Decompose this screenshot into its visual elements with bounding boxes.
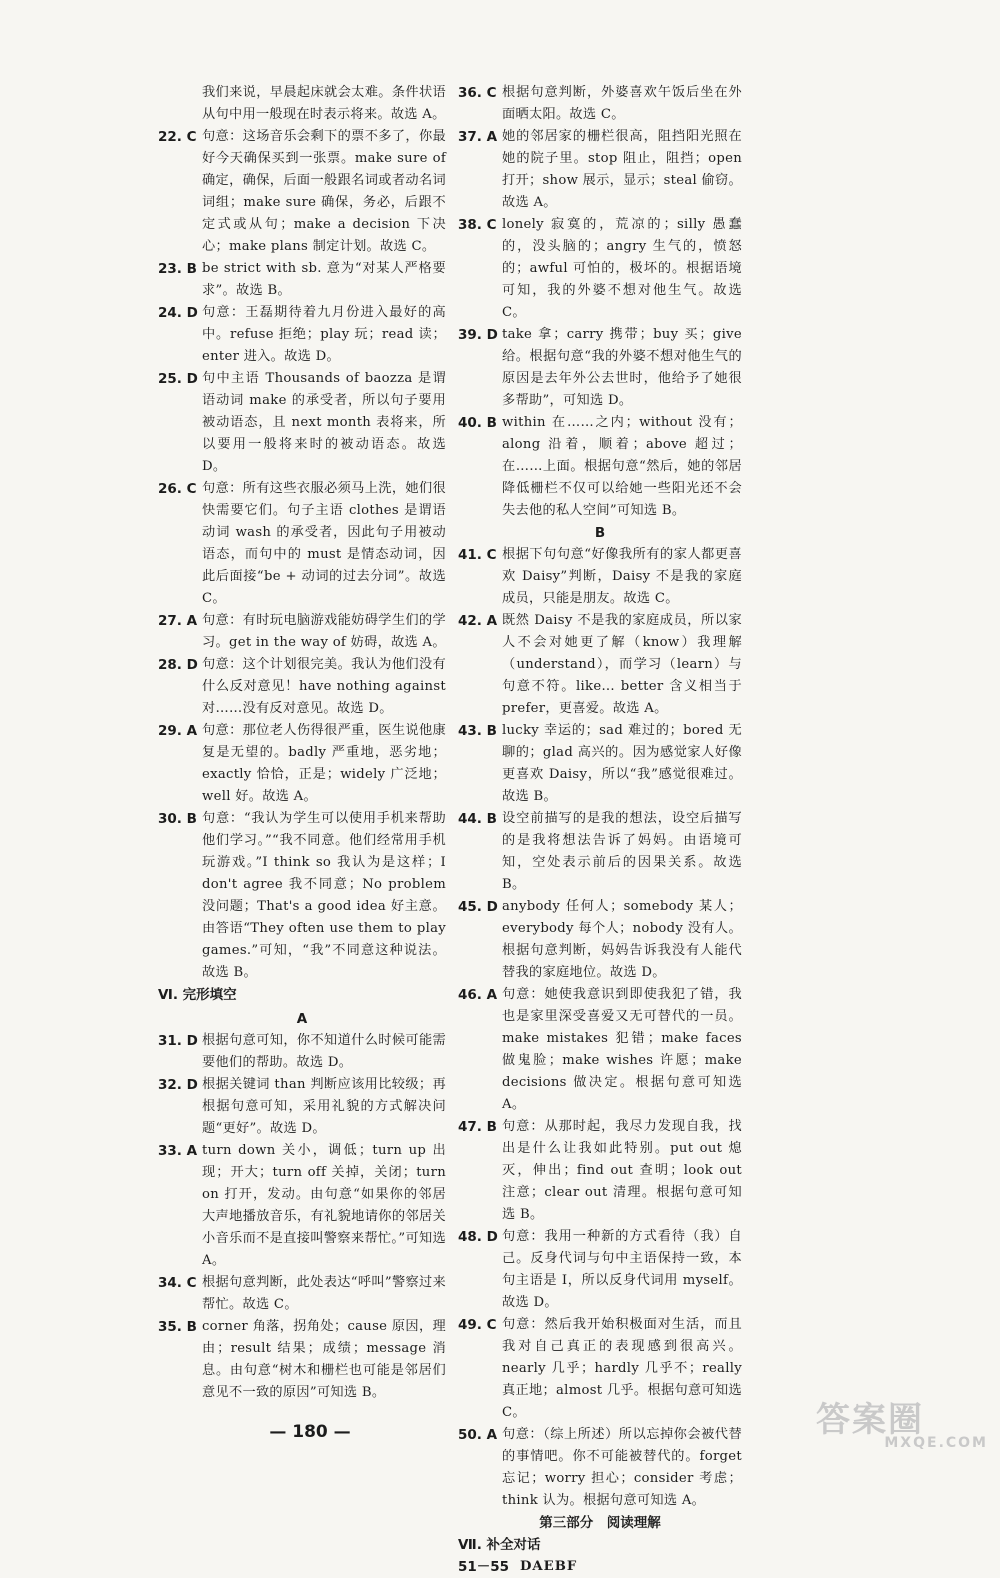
answer-explanation: 根据句意判断，此处表达“呼叫”警察过来帮忙。故选 C。 <box>202 1275 446 1312</box>
left-column <box>158 82 446 1404</box>
watermark-url: MXQE.COM <box>884 1435 988 1451</box>
question-number: 37. A <box>458 129 498 145</box>
answer-explanation: 句意：我用一种新的方式看待（我）自己。反身代词与句中主语保持一致，本句主语是 I，所以反身代词用 myself。故选 D。 <box>502 1229 742 1310</box>
answer-explanation: lonely 寂寞的，荒凉的；silly 愚蠢的，没头脑的；angry 生气的，愤怒的；awful 可怕的，极坏的。根据语境可知，我的外婆不想对他生气。故选 C。 <box>502 217 742 320</box>
question-number: 25. D <box>158 371 198 387</box>
question-number: 33. A <box>158 1143 198 1159</box>
answer-item <box>158 302 446 368</box>
answer-item <box>158 478 446 610</box>
answer-item <box>458 1314 742 1424</box>
answer-item <box>458 214 742 324</box>
answer-item <box>158 1316 446 1404</box>
answer-item <box>158 368 446 478</box>
answer-explanation: 根据句意可知，你不知道什么时候可能需要他们的帮助。故选 D。 <box>202 1033 446 1070</box>
answer-item <box>458 324 742 412</box>
question-number: 47. B <box>458 1119 497 1135</box>
question-number: 27. A <box>158 613 198 629</box>
answer-item <box>158 610 446 654</box>
answer-item <box>458 1424 742 1512</box>
question-number: 42. A <box>458 613 498 629</box>
question-number: 38. C <box>458 217 497 233</box>
answer-explanation: 既然 Daisy 不是我的家庭成员，所以家人不会对她更了解（know）我理解（understand），而学习（learn）与句意不符。like... better 含义相当于 prefer，更喜爱。故选 A。 <box>502 613 742 716</box>
answer-explanation: 句意：从那时起，我尽力发现自我，找出是什么让我如此特别。put out 熄灭，伸出；find out 查明；look out 注意；clear out 清理。根据句意可知选 B。 <box>502 1119 742 1222</box>
question-number: 34. C <box>158 1275 197 1291</box>
answer-explanation: 句意：这场音乐会剩下的票不多了，你最好今天确保买到一张票。make sure of 确定，确保，后面一般跟名词或者动名词词组；make sure 确保，务必，后跟不定式或从句；make a decision 下决心；make plans 制定计划。故选 C。 <box>202 129 446 254</box>
continued-answer: 我们来说，早晨起床就会太难。条件状语从句中用一般现在时表示将来。故选 A。 <box>202 85 446 122</box>
answer-explanation: 设空前描写的是我的想法，设空后描写的是我将想法告诉了妈妈。由语境可知，空处表示前后的因果关系。故选 B。 <box>502 811 742 892</box>
answer-explanation: take 拿；carry 携带；buy 买；give 给。根据句意“我的外婆不想对他生气的原因是去年外公去世时，他给予了她很多帮助”，可知选 D。 <box>502 327 742 408</box>
answer-explanation: turn down 关小，调低；turn up 出现；开大；turn off 关掉，关闭；turn on 打开，发动。由句意“如果你的邻居大声地播放音乐，有礼貌地请你的邻居关小音乐而不是直接叫警察来帮忙。”可知选 A。 <box>202 1143 446 1268</box>
answer-item <box>158 258 446 302</box>
answer-item <box>158 1140 446 1272</box>
question-number: 45. D <box>458 899 498 915</box>
question-number: 50. A <box>458 1427 498 1443</box>
answer-item <box>458 412 742 522</box>
question-number: 32. D <box>158 1077 198 1093</box>
answer-explanation: 句意：“我认为学生可以使用手机来帮助他们学习。”“我不同意。他们经常用手机玩游戏。”I think so 我认为是这样；I don't agree 我不同意；No problem 没问题；That's a good idea 好主意。由答语“They often use them to play games.”可知，“我”不同意这种说法。故选 B。 <box>202 811 446 980</box>
answer-explanation: corner 角落，拐角处；cause 原因，理由；result 结果；成绩；message 消息。由句意“树木和栅栏也可能是邻居们意见不一致的原因”可知选 B。 <box>202 1319 446 1400</box>
question-number: 24. D <box>158 305 198 321</box>
answer-item <box>158 1030 446 1074</box>
answer-item <box>158 126 446 258</box>
answer-item <box>458 544 742 610</box>
answer-item <box>458 1556 742 1578</box>
question-number: 49. C <box>458 1317 497 1333</box>
answer-explanation: 句意：（综上所述）所以忘掉你会被代替的事情吧。你不可能被替代的。forget 忘记；worry 担心；consider 考虑；think 认为。根据句意可知选 A。 <box>502 1427 742 1508</box>
answer-key: DAEBF <box>520 1559 578 1574</box>
question-number: 40. B <box>458 415 497 431</box>
answer-explanation: 句意：有时玩电脑游戏能妨碍学生们的学习。get in the way of 妨碍，故选 A。 <box>202 613 446 650</box>
answer-explanation: 根据下句句意“好像我所有的家人都更喜欢 Daisy”判断，Daisy 不是我的家庭成员，只能是朋友。故选 C。 <box>502 547 742 606</box>
question-number: 46. A <box>458 987 498 1003</box>
question-number: 30. B <box>158 811 197 827</box>
answer-item <box>158 1074 446 1140</box>
question-number: 28. D <box>158 657 198 673</box>
answer-explanation: 句意：那位老人伤得很严重，医生说他康复是无望的。badly 严重地，恶劣地；exactly 恰恰，正是；widely 广泛地；well 好。故选 A。 <box>202 723 446 804</box>
answer-explanation: 根据关键词 than 判断应该用比较级；再根据句意可知，采用礼貌的方式解决问题“更好”。故选 D。 <box>202 1077 446 1136</box>
answer-explanation: 句意：这个计划很完美。我认为他们没有什么反对意见！have nothing against 对……没有反对意见。故选 D。 <box>202 657 446 716</box>
answer-item <box>458 1116 742 1226</box>
answer-explanation: 句意：她使我意识到即使我犯了错，我也是家里深受喜爱又无可替代的一员。make mistakes 犯错；make faces 做鬼脸；make wishes 许愿；make decisions 做决定。根据句意可知选 A。 <box>502 987 742 1112</box>
question-number: 26. C <box>158 481 197 497</box>
answer-explanation: within 在……之内；without 没有；along 沿着，顺着；above 超过；在……上面。根据句意“然后，她的邻居降低栅栏不仅可以给她一些阳光还不会失去他的私人空间”可知选 B。 <box>502 415 742 518</box>
question-number: 35. B <box>158 1319 197 1335</box>
right-column <box>458 82 742 1578</box>
answer-item <box>458 808 742 896</box>
answer-item <box>158 808 446 984</box>
question-number: 23. B <box>158 261 197 277</box>
question-number: 39. D <box>458 327 498 343</box>
watermark-text: 答案圈 <box>816 1400 924 1440</box>
question-number: 43. B <box>458 723 497 739</box>
question-number: 41. C <box>458 547 497 563</box>
answer-item <box>458 82 742 126</box>
answer-item <box>158 1272 446 1316</box>
answer-explanation: 根据句意判断，外婆喜欢午饭后坐在外面晒太阳。故选 C。 <box>502 85 742 122</box>
answer-explanation: 句意：所有这些衣服必须马上洗，她们很快需要它们。句子主语 clothes 是谓语动词 wash 的承受者，因此句子用被动语态，而句中的 must 是情态动词，因此后面接“be + 动词的过去分词”。故选 C。 <box>202 481 446 606</box>
question-number: 29. A <box>158 723 198 739</box>
answer-explanation: anybody 任何人；somebody 某人；everybody 每个人；nobody 没有人。根据句意判断，妈妈告诉我没有人能代替我的家庭地位。故选 D。 <box>502 899 742 980</box>
answer-item <box>458 720 742 808</box>
question-number: 22. C <box>158 129 197 145</box>
question-number: 48. D <box>458 1229 498 1245</box>
answer-explanation: 句中主语 Thousands of baozza 是谓语动词 make 的承受者，所以句子要用被动语态，且 next month 表将来，所以要用一般将来时的被动语态。故选 D。 <box>202 371 446 474</box>
part-heading-reading: 第三部分 阅读理解 <box>539 1515 661 1531</box>
answer-explanation: be strict with sb. 意为“对某人严格要求”。故选 B。 <box>202 261 446 298</box>
page-number: — 180 — <box>269 1422 351 1442</box>
answer-item <box>458 984 742 1116</box>
answer-item <box>458 896 742 984</box>
question-number: 31. D <box>158 1033 198 1049</box>
answer-explanation: 她的邻居家的栅栏很高，阻挡阳光照在她的院子里。stop 阻止，阻挡；open 打开；show 展示，显示；steal 偷窃。故选 A。 <box>502 129 742 210</box>
answer-explanation: 句意：王磊期待着九月份进入最好的高中。refuse 拒绝；play 玩；read 读；enter 进入。故选 D。 <box>202 305 446 364</box>
subsection-heading-b: B <box>594 525 606 541</box>
section-heading-cloze: Ⅵ. 完形填空 <box>158 987 237 1003</box>
answer-item <box>158 720 446 808</box>
answer-item <box>158 654 446 720</box>
answer-explanation: 句意：然后我开始积极面对生活，而且我对自己真正的表现感到很高兴。nearly 几乎；hardly 几乎不；really 真正地；almost 几乎。根据句意可知选 C。 <box>502 1317 742 1420</box>
question-number: 44. B <box>458 811 497 827</box>
answer-item <box>458 610 742 720</box>
section-heading-dialogue: Ⅶ. 补全对话 <box>458 1537 541 1553</box>
question-number: 51－55 <box>458 1559 510 1575</box>
answer-item <box>458 1226 742 1314</box>
answer-item <box>458 126 742 214</box>
answer-explanation: lucky 幸运的；sad 难过的；bored 无聊的；glad 高兴的。因为感觉家人好像更喜欢 Daisy，所以“我”感觉很难过。故选 B。 <box>502 723 742 804</box>
watermark-logo <box>816 1392 988 1458</box>
subsection-heading-a: A <box>296 1011 308 1027</box>
question-number: 36. C <box>458 85 497 101</box>
